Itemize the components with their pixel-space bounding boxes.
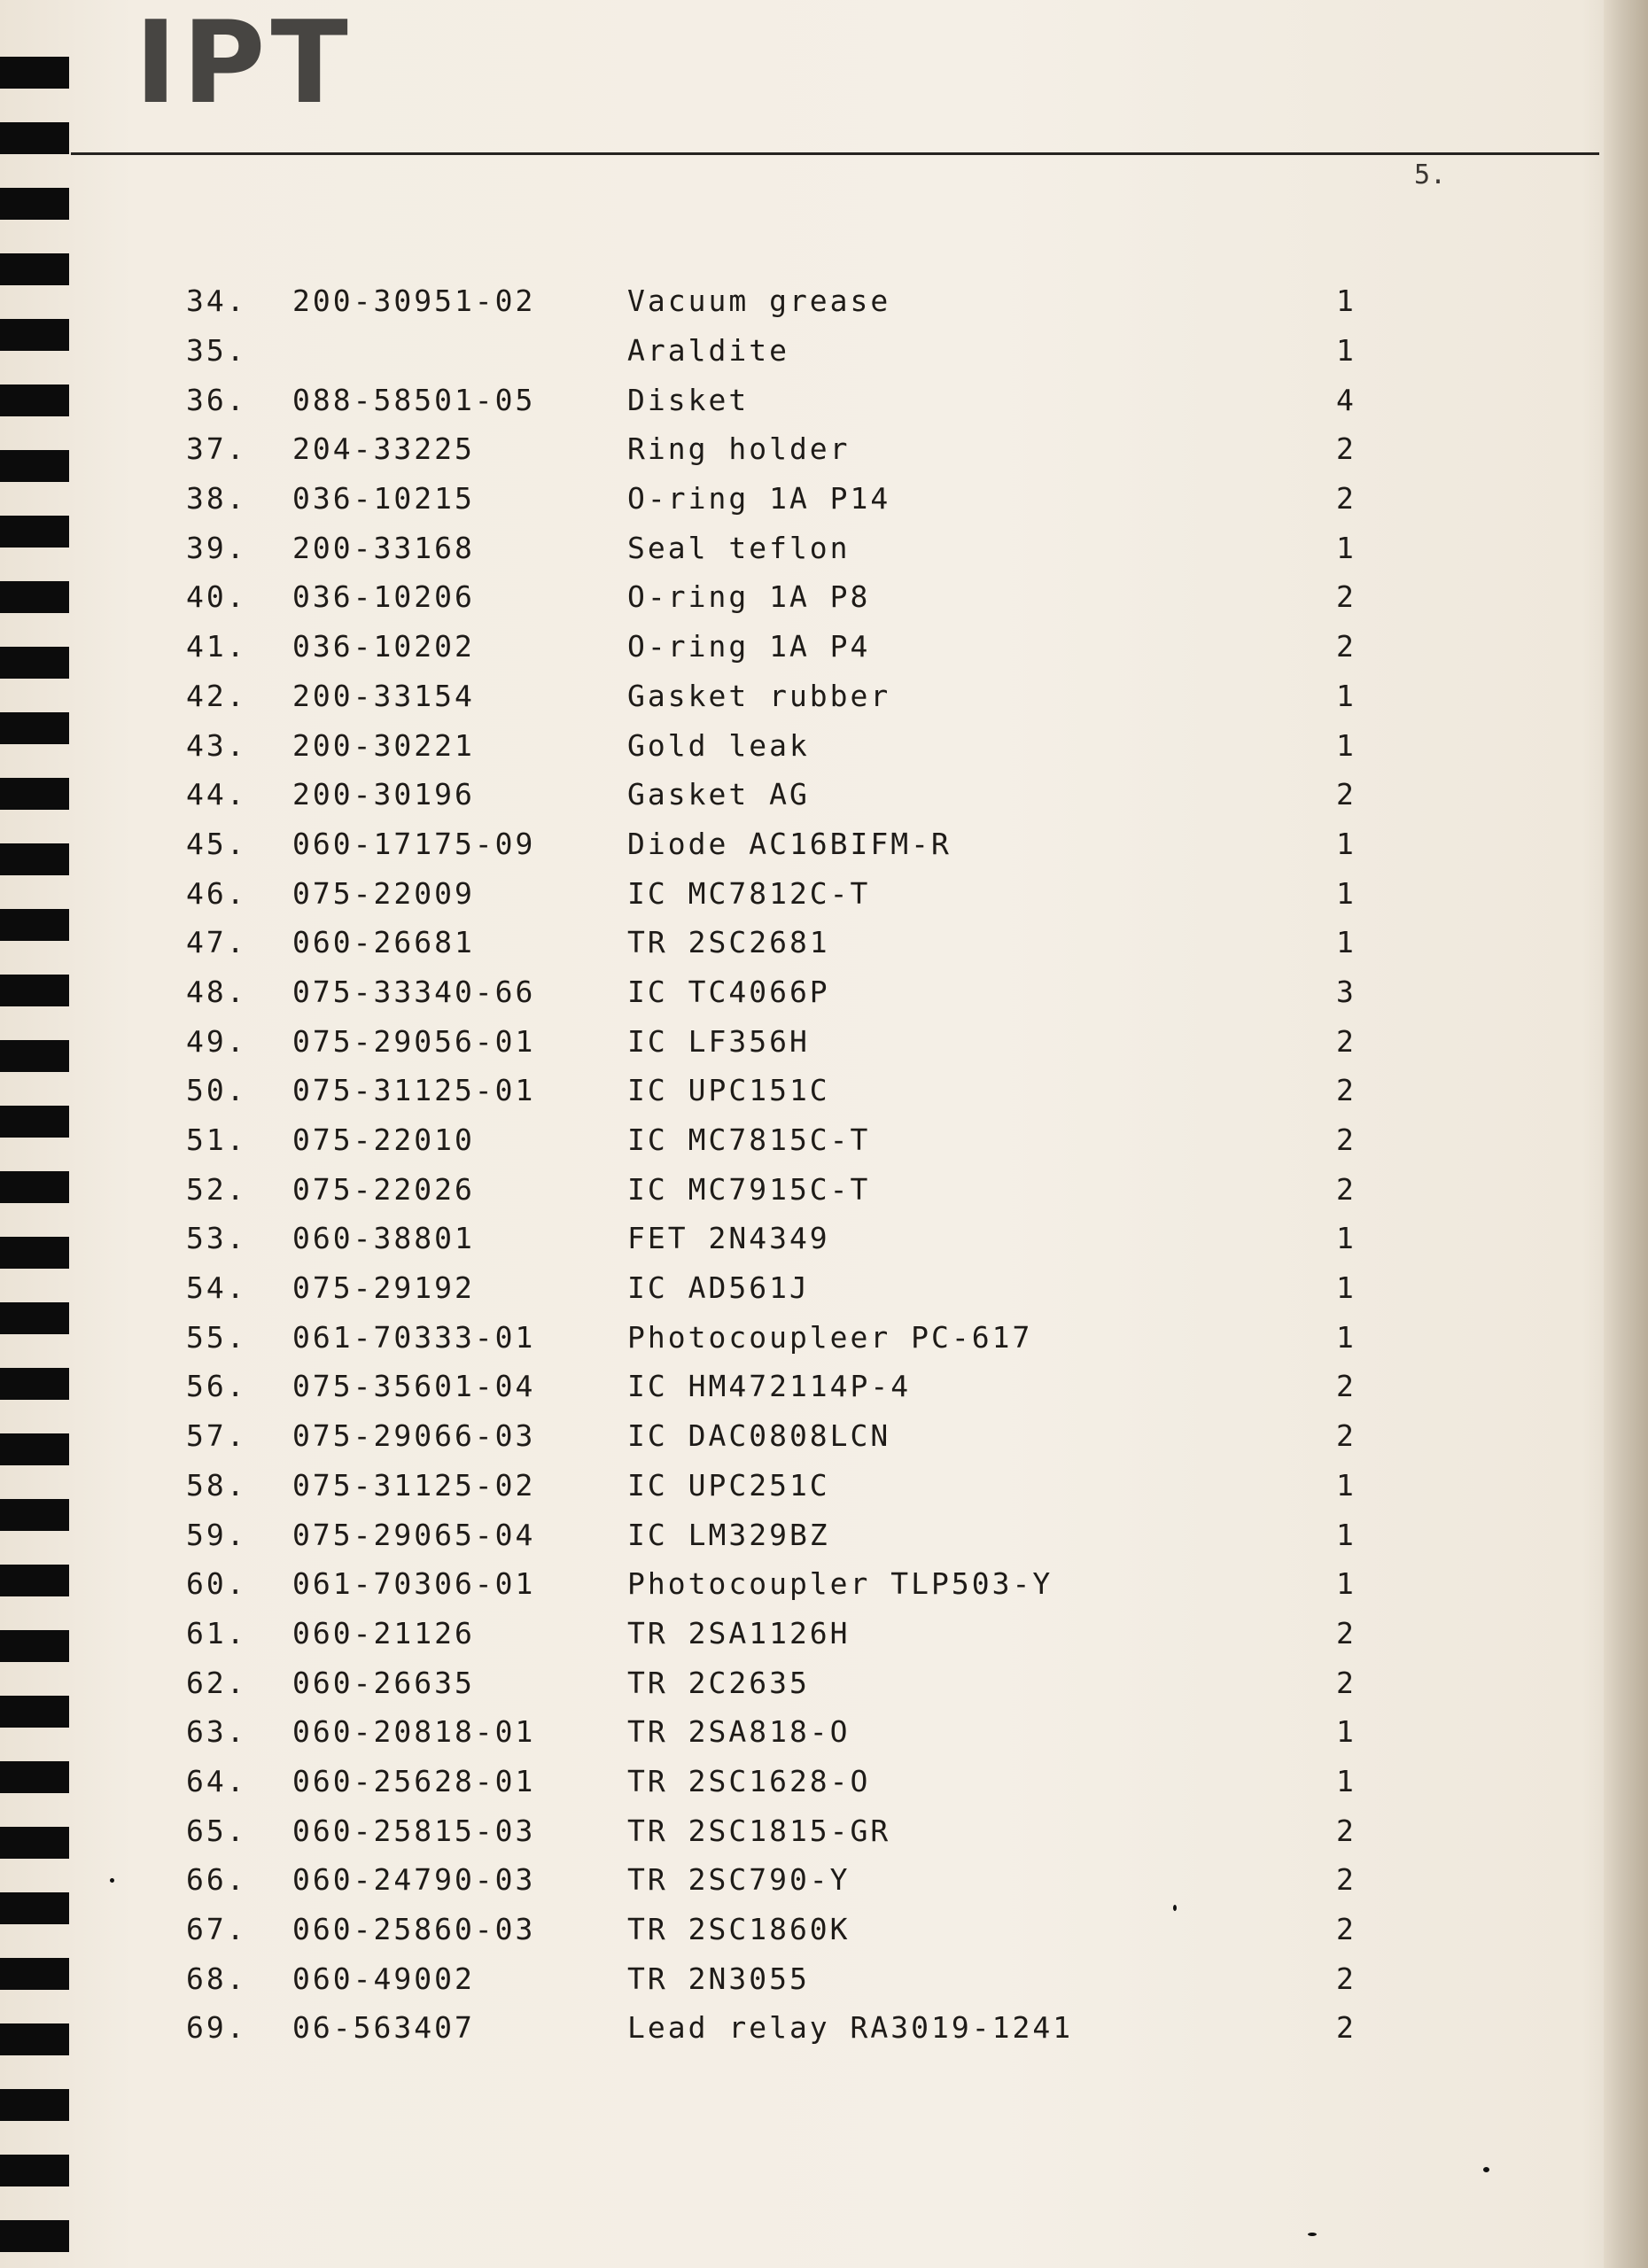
item-number: 35. bbox=[186, 333, 247, 369]
part-number: 075-29066-03 bbox=[292, 1418, 536, 1454]
binding-hole bbox=[0, 450, 69, 482]
item-number: 62. bbox=[186, 1665, 247, 1700]
binding-hole bbox=[0, 1040, 69, 1072]
part-number: 060-24790-03 bbox=[292, 1862, 536, 1898]
parts-row bbox=[186, 1115, 1372, 1165]
part-number: 060-25815-03 bbox=[292, 1813, 536, 1848]
ink-speck bbox=[1483, 2167, 1489, 2172]
part-number: 075-31125-02 bbox=[292, 1467, 536, 1503]
quantity: 1 bbox=[1336, 1270, 1356, 1306]
item-number: 57. bbox=[186, 1418, 247, 1454]
binding-hole bbox=[0, 188, 69, 220]
part-number: 061-70333-01 bbox=[292, 1319, 536, 1355]
parts-list bbox=[186, 276, 1372, 2053]
parts-row bbox=[186, 672, 1372, 721]
part-description: TR 2SA818-O bbox=[627, 1714, 851, 1750]
quantity: 2 bbox=[1336, 777, 1356, 812]
ink-speck bbox=[1308, 2233, 1317, 2236]
parts-row bbox=[186, 1066, 1372, 1115]
page-number: 5. bbox=[1414, 159, 1447, 190]
part-number bbox=[292, 326, 627, 376]
item-number: 64. bbox=[186, 1763, 247, 1798]
quantity: 1 bbox=[1336, 875, 1356, 911]
part-description: Ring holder bbox=[627, 431, 851, 467]
part-description: TR 2SA1126H bbox=[627, 1615, 851, 1651]
quantity: 2 bbox=[1336, 431, 1356, 467]
part-description: TR 2N3055 bbox=[627, 1961, 810, 1996]
page-edge bbox=[1604, 0, 1648, 2268]
part-description: O-ring 1A P14 bbox=[627, 481, 891, 517]
quantity: 2 bbox=[1336, 1369, 1356, 1404]
ink-speck bbox=[110, 1878, 114, 1883]
quantity: 2 bbox=[1336, 1615, 1356, 1651]
item-number: 60. bbox=[186, 1566, 247, 1602]
binding-hole bbox=[0, 122, 69, 154]
item-number: 53. bbox=[186, 1221, 247, 1256]
item-number: 59. bbox=[186, 1517, 247, 1552]
header-rule bbox=[71, 152, 1599, 155]
item-number: 44. bbox=[186, 777, 247, 812]
part-description: IC MC7815C-T bbox=[627, 1122, 871, 1158]
item-number: 56. bbox=[186, 1369, 247, 1404]
part-number: 075-33340-66 bbox=[292, 974, 536, 1009]
item-number: 65. bbox=[186, 1813, 247, 1848]
part-number: 075-31125-01 bbox=[292, 1073, 536, 1108]
quantity: 1 bbox=[1336, 826, 1356, 861]
binding-hole bbox=[0, 1761, 69, 1793]
binding-hole bbox=[0, 2023, 69, 2055]
part-number: 075-29065-04 bbox=[292, 1517, 536, 1552]
parts-row bbox=[186, 720, 1372, 770]
parts-row bbox=[186, 1362, 1372, 1411]
part-description: Diode AC16BIFM-R bbox=[627, 826, 952, 861]
binding-hole bbox=[0, 1433, 69, 1465]
quantity: 1 bbox=[1336, 1319, 1356, 1355]
part-number: 075-35601-04 bbox=[292, 1369, 536, 1404]
quantity: 1 bbox=[1336, 333, 1356, 369]
quantity: 1 bbox=[1336, 727, 1356, 763]
quantity: 2 bbox=[1336, 1023, 1356, 1059]
item-number: 45. bbox=[186, 826, 247, 861]
part-description: Vacuum grease bbox=[627, 284, 891, 319]
binding-hole bbox=[0, 1827, 69, 1859]
parts-row bbox=[186, 1609, 1372, 1658]
part-number: 060-17175-09 bbox=[292, 826, 536, 861]
parts-row bbox=[186, 622, 1372, 672]
parts-row bbox=[186, 1312, 1372, 1362]
parts-row bbox=[186, 1164, 1372, 1214]
part-number: 060-25628-01 bbox=[292, 1763, 536, 1798]
parts-row bbox=[186, 1707, 1372, 1757]
part-number: 060-26635 bbox=[292, 1665, 475, 1700]
binding-hole bbox=[0, 1630, 69, 1662]
spiral-binding bbox=[0, 0, 71, 2268]
quantity: 2 bbox=[1336, 1813, 1356, 1848]
part-description: TR 2SC1860K bbox=[627, 1912, 851, 1947]
quantity: 2 bbox=[1336, 1171, 1356, 1207]
part-description: Gasket AG bbox=[627, 777, 810, 812]
part-number: 075-29192 bbox=[292, 1270, 475, 1306]
ipt-logo: IPT bbox=[135, 0, 354, 129]
part-number: 06-563407 bbox=[292, 2010, 475, 2046]
binding-hole bbox=[0, 1499, 69, 1531]
item-number: 54. bbox=[186, 1270, 247, 1306]
part-number: 036-10215 bbox=[292, 481, 475, 517]
quantity: 1 bbox=[1336, 1566, 1356, 1602]
quantity: 1 bbox=[1336, 1714, 1356, 1750]
parts-row bbox=[186, 2003, 1372, 2053]
quantity: 2 bbox=[1336, 1961, 1356, 1996]
binding-hole bbox=[0, 1696, 69, 1728]
item-number: 50. bbox=[186, 1073, 247, 1108]
item-number: 41. bbox=[186, 629, 247, 664]
part-number: 075-22010 bbox=[292, 1122, 475, 1158]
part-description: IC DAC0808LCN bbox=[627, 1418, 891, 1454]
item-number: 47. bbox=[186, 925, 247, 960]
part-number: 075-29056-01 bbox=[292, 1023, 536, 1059]
binding-hole bbox=[0, 712, 69, 744]
binding-hole bbox=[0, 319, 69, 351]
binding-hole bbox=[0, 909, 69, 941]
binding-hole bbox=[0, 1302, 69, 1334]
binding-hole bbox=[0, 253, 69, 285]
part-number: 060-26681 bbox=[292, 925, 475, 960]
quantity: 1 bbox=[1336, 925, 1356, 960]
part-description: IC TC4066P bbox=[627, 974, 830, 1009]
part-description: IC MC7812C-T bbox=[627, 875, 871, 911]
part-description: Photocoupleer PC-617 bbox=[627, 1319, 1033, 1355]
parts-row bbox=[186, 1016, 1372, 1066]
quantity: 2 bbox=[1336, 579, 1356, 615]
parts-row bbox=[186, 326, 1372, 376]
part-number: 060-38801 bbox=[292, 1221, 475, 1256]
part-number: 061-70306-01 bbox=[292, 1566, 536, 1602]
part-number: 060-25860-03 bbox=[292, 1912, 536, 1947]
parts-row bbox=[186, 967, 1372, 1017]
quantity: 2 bbox=[1336, 629, 1356, 664]
quantity: 2 bbox=[1336, 1073, 1356, 1108]
part-number: 075-22009 bbox=[292, 875, 475, 911]
binding-hole bbox=[0, 647, 69, 679]
item-number: 63. bbox=[186, 1714, 247, 1750]
item-number: 36. bbox=[186, 382, 247, 417]
part-description: Gold leak bbox=[627, 727, 810, 763]
parts-row bbox=[186, 1658, 1372, 1707]
item-number: 38. bbox=[186, 481, 247, 517]
parts-row bbox=[186, 1855, 1372, 1905]
binding-hole bbox=[0, 1106, 69, 1138]
part-number: 060-20818-01 bbox=[292, 1714, 536, 1750]
part-description: Lead relay RA3019-1241 bbox=[627, 2010, 1074, 2046]
binding-hole bbox=[0, 1171, 69, 1203]
part-description: IC UPC251C bbox=[627, 1467, 830, 1503]
binding-hole bbox=[0, 975, 69, 1006]
binding-hole bbox=[0, 57, 69, 89]
part-description: Araldite bbox=[627, 333, 789, 369]
quantity: 2 bbox=[1336, 2010, 1356, 2046]
item-number: 37. bbox=[186, 431, 247, 467]
binding-hole bbox=[0, 516, 69, 548]
part-number: 204-33225 bbox=[292, 431, 475, 467]
part-number: 200-30221 bbox=[292, 727, 475, 763]
part-description: Disket bbox=[627, 382, 750, 417]
binding-hole bbox=[0, 1237, 69, 1269]
quantity: 1 bbox=[1336, 1467, 1356, 1503]
binding-hole bbox=[0, 1368, 69, 1400]
part-number: 036-10202 bbox=[292, 629, 475, 664]
item-number: 69. bbox=[186, 2010, 247, 2046]
part-number: 200-33168 bbox=[292, 530, 475, 565]
binding-hole bbox=[0, 2220, 69, 2252]
quantity: 2 bbox=[1336, 1912, 1356, 1947]
quantity: 1 bbox=[1336, 284, 1356, 319]
item-number: 43. bbox=[186, 727, 247, 763]
part-number: 075-22026 bbox=[292, 1171, 475, 1207]
ink-speck bbox=[1173, 1905, 1177, 1911]
parts-row bbox=[186, 1806, 1372, 1855]
part-description: TR 2SC2681 bbox=[627, 925, 830, 960]
item-number: 67. bbox=[186, 1912, 247, 1947]
quantity: 2 bbox=[1336, 1862, 1356, 1898]
parts-row bbox=[186, 572, 1372, 622]
quantity: 2 bbox=[1336, 1665, 1356, 1700]
part-description: IC MC7915C-T bbox=[627, 1171, 871, 1207]
part-description: TR 2SC1628-O bbox=[627, 1763, 871, 1798]
part-description: Gasket rubber bbox=[627, 678, 891, 713]
item-number: 51. bbox=[186, 1122, 247, 1158]
part-description: IC LM329BZ bbox=[627, 1517, 830, 1552]
quantity: 1 bbox=[1336, 1763, 1356, 1798]
part-description: IC UPC151C bbox=[627, 1073, 830, 1108]
parts-row bbox=[186, 1411, 1372, 1461]
quantity: 4 bbox=[1336, 382, 1356, 417]
parts-row bbox=[186, 1461, 1372, 1511]
quantity: 1 bbox=[1336, 1221, 1356, 1256]
item-number: 48. bbox=[186, 974, 247, 1009]
parts-row bbox=[186, 868, 1372, 918]
quantity: 2 bbox=[1336, 481, 1356, 517]
parts-row bbox=[186, 1510, 1372, 1559]
part-description: IC AD561J bbox=[627, 1270, 810, 1306]
binding-hole bbox=[0, 1892, 69, 1924]
item-number: 39. bbox=[186, 530, 247, 565]
part-description: Photocoupler TLP503-Y bbox=[627, 1566, 1053, 1602]
parts-row bbox=[186, 276, 1372, 326]
parts-list-body bbox=[186, 276, 1372, 2053]
item-number: 68. bbox=[186, 1961, 247, 1996]
binding-hole bbox=[0, 843, 69, 875]
item-number: 55. bbox=[186, 1319, 247, 1355]
parts-row bbox=[186, 523, 1372, 572]
parts-row bbox=[186, 424, 1372, 474]
quantity: 1 bbox=[1336, 530, 1356, 565]
binding-hole bbox=[0, 778, 69, 810]
part-description: TR 2SC1815-GR bbox=[627, 1813, 891, 1848]
binding-hole bbox=[0, 581, 69, 613]
part-description: TR 2C2635 bbox=[627, 1665, 810, 1700]
part-number: 060-21126 bbox=[292, 1615, 475, 1651]
part-description: IC HM472114P-4 bbox=[627, 1369, 912, 1404]
quantity: 1 bbox=[1336, 678, 1356, 713]
binding-hole bbox=[0, 2089, 69, 2121]
part-number: 060-49002 bbox=[292, 1961, 475, 1996]
part-description: FET 2N4349 bbox=[627, 1221, 830, 1256]
item-number: 49. bbox=[186, 1023, 247, 1059]
binding-hole bbox=[0, 2155, 69, 2186]
quantity: 3 bbox=[1336, 974, 1356, 1009]
part-description: IC LF356H bbox=[627, 1023, 810, 1059]
part-number: 200-33154 bbox=[292, 678, 475, 713]
parts-row bbox=[186, 474, 1372, 524]
parts-row bbox=[186, 770, 1372, 819]
parts-row bbox=[186, 1953, 1372, 2003]
parts-row bbox=[186, 1757, 1372, 1806]
item-number: 58. bbox=[186, 1467, 247, 1503]
item-number: 42. bbox=[186, 678, 247, 713]
item-number: 52. bbox=[186, 1171, 247, 1207]
part-number: 200-30951-02 bbox=[292, 284, 536, 319]
part-number: 088-58501-05 bbox=[292, 382, 536, 417]
item-number: 61. bbox=[186, 1615, 247, 1651]
part-description: Seal teflon bbox=[627, 530, 851, 565]
parts-row bbox=[186, 1559, 1372, 1609]
item-number: 40. bbox=[186, 579, 247, 615]
parts-row bbox=[186, 918, 1372, 967]
quantity: 1 bbox=[1336, 1517, 1356, 1552]
item-number: 34. bbox=[186, 284, 247, 319]
part-number: 200-30196 bbox=[292, 777, 475, 812]
parts-row bbox=[186, 819, 1372, 869]
part-description: O-ring 1A P4 bbox=[627, 629, 871, 664]
parts-row bbox=[186, 1905, 1372, 1954]
binding-hole bbox=[0, 384, 69, 416]
item-number: 66. bbox=[186, 1862, 247, 1898]
binding-hole bbox=[0, 1565, 69, 1596]
parts-row bbox=[186, 1214, 1372, 1263]
item-number: 46. bbox=[186, 875, 247, 911]
part-description: TR 2SC790-Y bbox=[627, 1862, 851, 1898]
part-number: 036-10206 bbox=[292, 579, 475, 615]
quantity: 2 bbox=[1336, 1122, 1356, 1158]
part-description: O-ring 1A P8 bbox=[627, 579, 871, 615]
binding-hole bbox=[0, 1958, 69, 1990]
parts-row bbox=[186, 1263, 1372, 1313]
parts-row bbox=[186, 375, 1372, 424]
quantity: 2 bbox=[1336, 1418, 1356, 1454]
